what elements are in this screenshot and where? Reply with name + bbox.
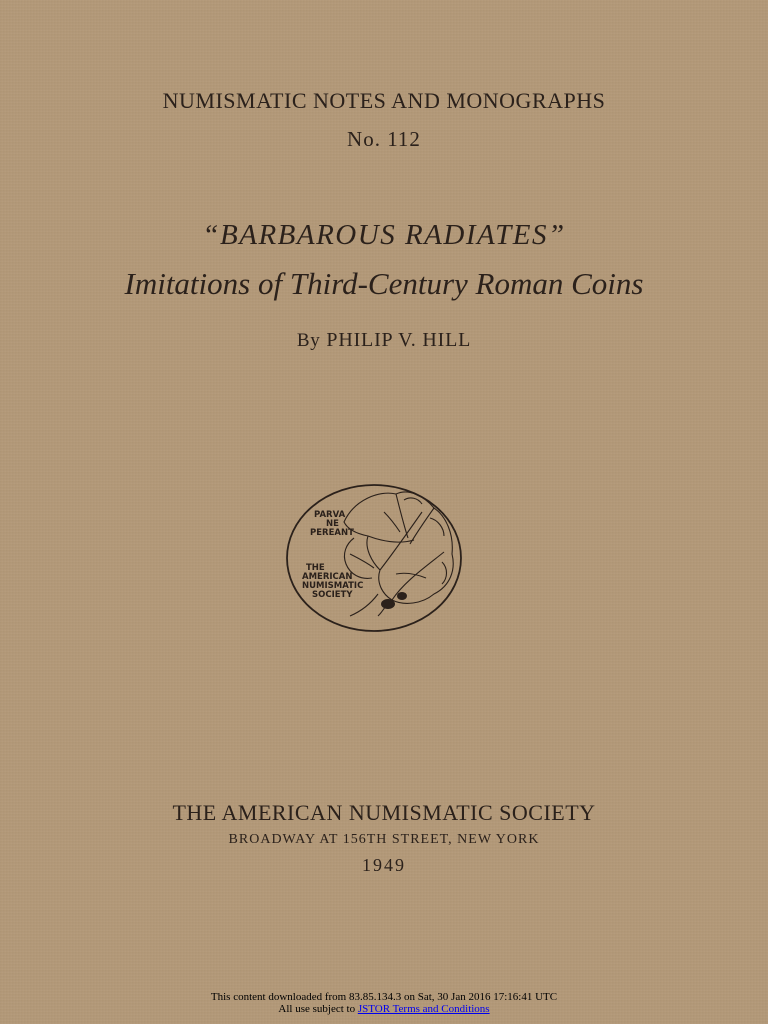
book-title: “BARBAROUS RADIATES” bbox=[202, 219, 566, 251]
terms-prefix: All use subject to bbox=[278, 1003, 356, 1015]
society-seal-logo bbox=[284, 482, 464, 634]
author-byline bbox=[0, 329, 768, 352]
byline-prefix: By bbox=[296, 330, 321, 351]
series-title: NUMISMATIC NOTES AND MONOGRAPHS bbox=[162, 88, 606, 113]
terms-link[interactable]: JSTOR Terms and Conditions bbox=[357, 1003, 490, 1015]
series-number: No. 112 bbox=[347, 127, 421, 151]
seal-name-line4: SOCIETY bbox=[312, 590, 353, 600]
book-subtitle: Imitations of Third-Century Roman Coins bbox=[124, 266, 644, 301]
download-notice: This content downloaded from 83.85.134.3 on Sat, 30 Jan 2016 17:16:41 UTC bbox=[210, 991, 558, 1003]
publication-year: 1949 bbox=[362, 855, 406, 875]
author-name: PHILIP V. HILL bbox=[326, 329, 472, 351]
seal-name-line1: THE bbox=[306, 563, 325, 573]
publisher-name: THE AMERICAN NUMISMATIC SOCIETY bbox=[172, 800, 596, 825]
terms-line bbox=[0, 1003, 768, 1015]
seal-name-line3: NUMISMATIC bbox=[302, 581, 364, 591]
publisher-address: BROADWAY AT 156TH STREET, NEW YORK bbox=[228, 832, 540, 847]
seal-motto-line2: NE bbox=[326, 519, 339, 529]
seal-motto-line3: PEREANT bbox=[310, 528, 354, 538]
jstor-footer bbox=[0, 991, 768, 1015]
seal-name-line2: AMERICAN bbox=[302, 572, 353, 582]
seal-motto-line1: PARVA bbox=[314, 510, 346, 520]
